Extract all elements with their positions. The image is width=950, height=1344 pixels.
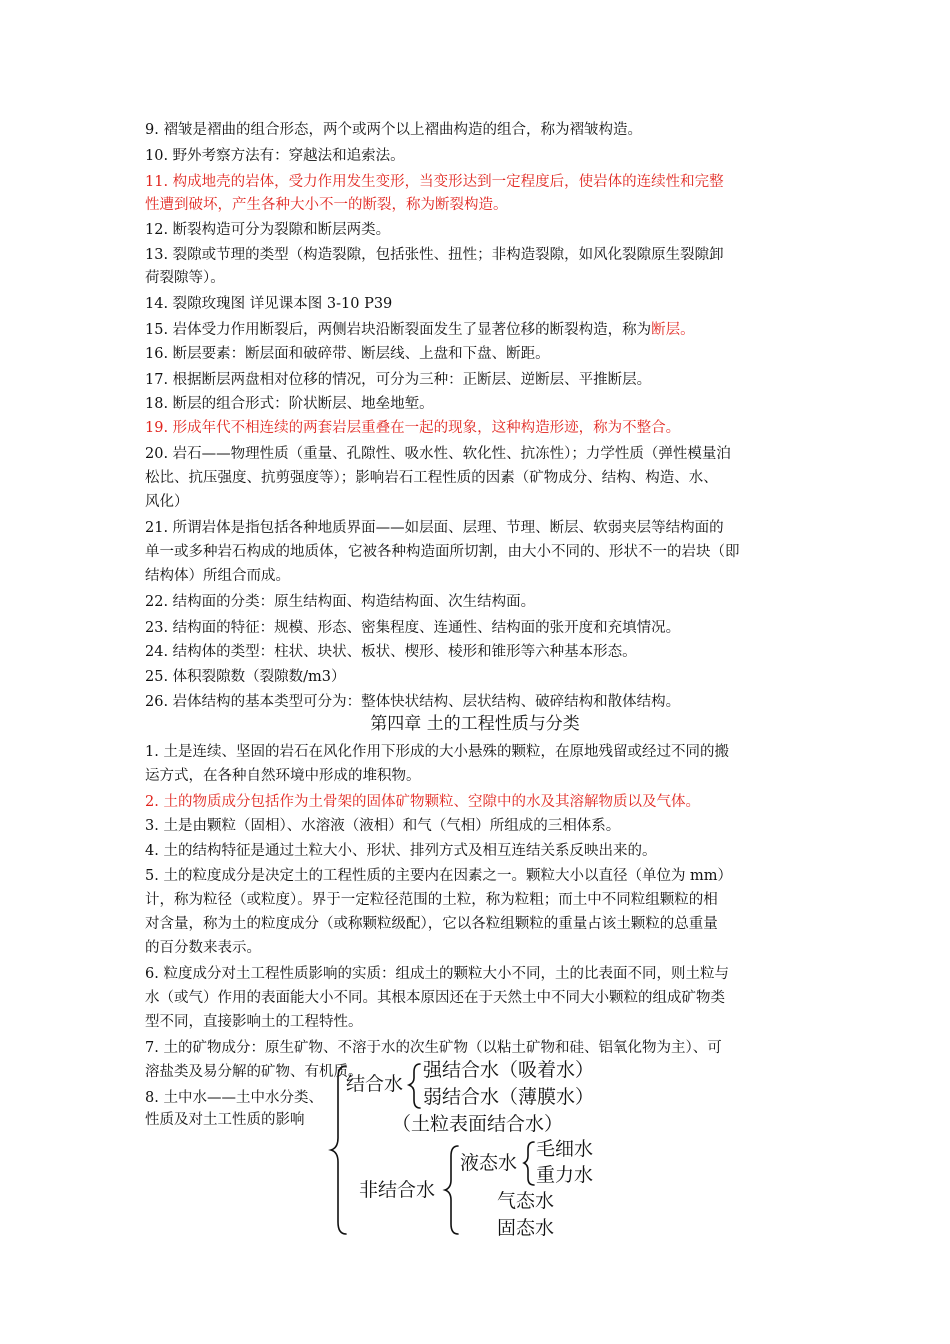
item-15-term: 断层。: [651, 322, 695, 338]
ch4-item-1-line-1: 1. 土是连续、坚固的岩石在风化作用下形成的大小悬殊的颗粒，在原地残留或经过不同的搬: [145, 744, 729, 760]
ch4-item-8-line-1: 8. 土中水——土中水分类、: [145, 1090, 323, 1106]
weak-bound-water: 弱结合水（薄膜水）: [423, 1086, 595, 1108]
bound-water-label: 结合水: [346, 1073, 404, 1095]
ch4-item-6-line-3: 型不同，直接影响土的工程特性。: [145, 1014, 363, 1030]
item-20-line-1: 20. 岩石——物理性质（重量、孔隙性、吸水性、软化性、抗冻性）；力学性质（弹性模量泊: [145, 446, 731, 462]
liquid-water-label: 液态水: [460, 1152, 518, 1174]
gravity-water: 重力水: [536, 1164, 594, 1186]
ch4-item-8-line-2: 性质及对土工性质的影响: [145, 1112, 305, 1128]
outer-brace: [331, 1066, 346, 1234]
surface-bound-water: （土粒表面结合水）: [392, 1113, 564, 1135]
item-11-line-2: 性遭到破坏，产生各种大小不一的断裂，称为断裂构造。: [145, 197, 508, 213]
item-21-line-2: 单一或多种岩石构成的地质体，它被各种构造面所切割，由大小不同的、形状不一的岩块（即: [145, 544, 740, 560]
ch4-item-1-line-2: 运方式，在各种自然环境中形成的堆积物。: [145, 768, 421, 784]
item-12: 12. 断裂构造可分为裂隙和断层两类。: [145, 222, 391, 238]
item-21-line-3: 结构体）所组合而成。: [145, 568, 290, 584]
bound-water-brace: [409, 1064, 420, 1108]
ch4-item-5-line-4: 的百分数来表示。: [145, 940, 261, 956]
ch4-item-5-line-1: 5. 土的粒度成分是决定土的工程性质的主要内在因素之一。颗粒大小以直径（单位为 mm）: [145, 868, 733, 884]
item-13-line-2: 荷裂隙等）。: [145, 270, 225, 286]
ch4-item-6-line-2: 水（或气）作用的表面能大小不同。其根本原因还在于天然土中不同大小颗粒的组成矿物类: [145, 990, 725, 1006]
ch4-item-6-line-1: 6. 粒度成分对土工程性质影响的实质：组成土的颗粒大小不同，土的比表面不同，则土粒与: [145, 966, 729, 982]
gaseous-water: 气态水: [497, 1190, 555, 1212]
item-26: 26. 岩体结构的基本类型可分为：整体快状结构、层状结构、破碎结构和散体结构。: [145, 694, 681, 710]
ch4-item-7-line-2: 溶盐类及易分解的矿物、有机质。: [145, 1064, 363, 1080]
item-13-line-1: 13. 裂隙或节理的类型（构造裂隙，包括张性、扭性；非构造裂隙，如风化裂隙原生裂隙卸: [145, 247, 724, 263]
ch4-item-4: 4. 土的结构特征是通过土粒大小、形状、排列方式及相互连结关系反映出来的。: [145, 843, 657, 859]
ch4-item-7-line-1: 7. 土的矿物成分：原生矿物、不溶于水的次生矿物（以粘土矿物和硅、铝氧化物为主）、可: [145, 1040, 722, 1056]
item-15-text: 15. 岩体受力作用断裂后，两侧岩块沿断裂面发生了显著位移的断裂构造，称为: [145, 322, 652, 338]
liquid-water-brace: [524, 1142, 534, 1185]
item-17: 17. 根据断层两盘相对位移的情况，可分为三种：正断层、逆断层、平推断层。: [145, 372, 652, 388]
free-water-label: 非结合水: [359, 1179, 436, 1201]
capillary-water: 毛细水: [536, 1138, 594, 1160]
ch4-item-2: 2. 土的物质成分包括作为土骨架的固体矿物颗粒、空隙中的水及其溶解物质以及气体。: [145, 794, 700, 810]
item-22: 22. 结构面的分类：原生结构面、构造结构面、次生结构面。: [145, 594, 536, 610]
chapter-title: 第四章 土的工程性质与分类: [370, 714, 580, 734]
solid-water: 固态水: [497, 1217, 555, 1239]
item-18: 18. 断层的组合形式：阶状断层、地垒地堑。: [145, 396, 434, 412]
item-21-line-1: 21. 所谓岩体是指包括各种地质界面——如层面、层理、节理、断层、软弱夹层等结构面的: [145, 520, 724, 536]
item-15: [145, 320, 695, 340]
item-25: 25. 体积裂隙数（裂隙数/m3）: [145, 669, 346, 685]
item-24: 24. 结构体的类型：柱状、块状、板状、楔形、棱形和锥形等六种基本形态。: [145, 644, 637, 660]
item-11-line-1: 11. 构成地壳的岩体，受力作用发生变形，当变形达到一定程度后，使岩体的连续性和完整: [145, 174, 724, 190]
item-16: 16. 断层要素：断层面和破碎带、断层线、上盘和下盘、断距。: [145, 346, 550, 362]
ch4-item-3: 3. 土是由颗粒（固相）、水溶液（液相）和气（气相）所组成的三相体系。: [145, 818, 621, 834]
item-19: 19. 形成年代不相连续的两套岩层重叠在一起的现象，这种构造形迹，称为不整合。: [145, 420, 681, 436]
free-water-brace: [445, 1146, 458, 1234]
ch4-item-5-line-2: 计，称为粒径（或粒度）。界于一定粒径范围的土粒，称为粒粗；而土中不同粒组颗粒的相: [145, 892, 718, 908]
item-23: 23. 结构面的特征：规模、形态、密集程度、连通性、结构面的张开度和充填情况。: [145, 620, 681, 636]
item-14: 14. 裂隙玫瑰图 详见课本图 3-10 P39: [145, 296, 393, 312]
strong-bound-water: 强结合水（吸着水）: [423, 1059, 595, 1081]
item-20-line-2: 松比、抗压强度、抗剪强度等）；影响岩石工程性质的因素（矿物成分、结构、构造、水、: [145, 470, 718, 486]
item-20-line-3: 风化）: [145, 494, 189, 510]
item-9: 9. 褶皱是褶曲的组合形态，两个或两个以上褶曲构造的组合，称为褶皱构造。: [145, 122, 642, 138]
item-10: 10. 野外考察方法有：穿越法和追索法。: [145, 148, 405, 164]
ch4-item-5-line-3: 对含量，称为土的粒度成分（或称颗粒级配），它以各粒组颗粒的重量占该土颗粒的总重量: [145, 916, 718, 932]
